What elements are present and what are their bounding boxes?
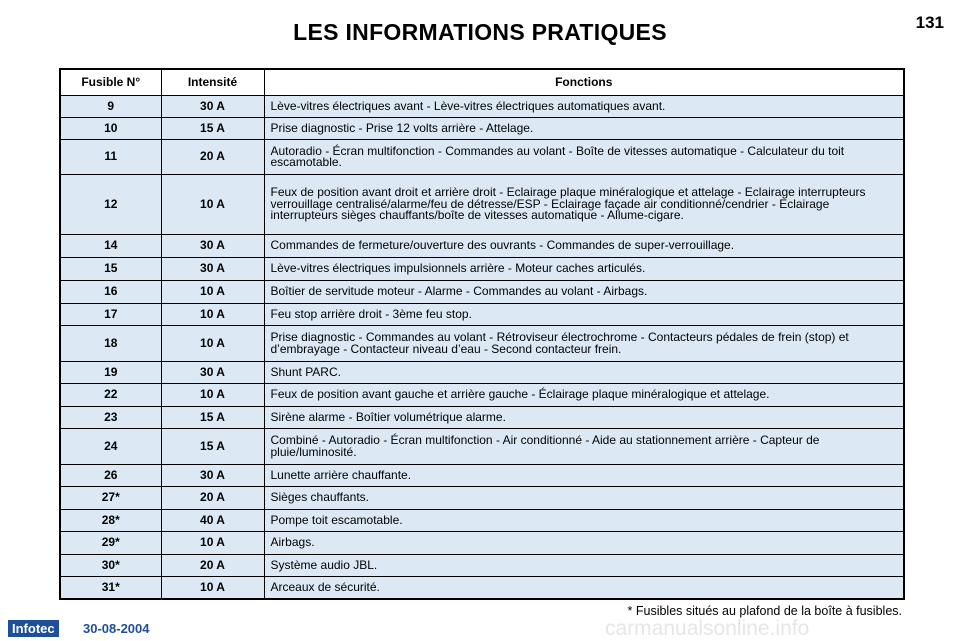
table-row bbox=[60, 555, 904, 577]
table-row bbox=[60, 532, 904, 555]
table-row bbox=[60, 407, 904, 429]
fuse-amperage: 15 A bbox=[161, 118, 264, 140]
fuse-amperage: 10 A bbox=[161, 175, 264, 235]
fuse-number: 11 bbox=[60, 140, 161, 175]
fuse-amperage: 30 A bbox=[161, 96, 264, 118]
table-row bbox=[60, 118, 904, 140]
print-date: 30-08-2004 bbox=[83, 621, 150, 636]
table-row bbox=[60, 140, 904, 175]
fuse-number: 29* bbox=[60, 532, 161, 555]
fuse-amperage: 30 A bbox=[161, 465, 264, 487]
fuse-amperage: 30 A bbox=[161, 258, 264, 281]
fuse-functions: Prise diagnostic - Prise 12 volts arrière - Attelage. bbox=[264, 118, 904, 140]
fuse-amperage: 15 A bbox=[161, 407, 264, 429]
fuse-number: 27* bbox=[60, 487, 161, 510]
fuse-functions: Feux de position avant gauche et arrière gauche - Éclairage plaque minéralogique et attelage. bbox=[264, 384, 904, 407]
page-number: 131 bbox=[915, 13, 944, 32]
table-row bbox=[60, 362, 904, 384]
fuse-number: 30* bbox=[60, 555, 161, 577]
table-row bbox=[60, 384, 904, 407]
fuse-functions: Lunette arrière chauffante. bbox=[264, 465, 904, 487]
table-row bbox=[60, 235, 904, 258]
fuse-number: 31* bbox=[60, 577, 161, 599]
table-row bbox=[60, 96, 904, 118]
table-row bbox=[60, 465, 904, 487]
fuse-number: 24 bbox=[60, 429, 161, 465]
fuse-amperage: 20 A bbox=[161, 487, 264, 510]
fuse-amperage: 30 A bbox=[161, 235, 264, 258]
table-row bbox=[60, 281, 904, 304]
fuse-functions: Système audio JBL. bbox=[264, 555, 904, 577]
fuse-functions: Prise diagnostic - Commandes au volant - Rétroviseur électrochrome - Contacteurs pédales de frein (stop) et d’embrayage - Contacteur niveau d’eau - Second contacteur frein. bbox=[264, 326, 904, 362]
fuse-amperage: 10 A bbox=[161, 577, 264, 599]
fuse-amperage: 10 A bbox=[161, 384, 264, 407]
fuse-number: 9 bbox=[60, 96, 161, 118]
fuse-number: 22 bbox=[60, 384, 161, 407]
fuse-amperage: 40 A bbox=[161, 510, 264, 532]
fuse-functions: Feu stop arrière droit - 3ème feu stop. bbox=[264, 304, 904, 326]
page-title: LES INFORMATIONS PRATIQUES bbox=[293, 19, 667, 45]
table-row bbox=[60, 326, 904, 362]
table-header-row bbox=[60, 69, 904, 96]
fuse-functions: Lève-vitres électriques impulsionnels arrière - Moteur caches articulés. bbox=[264, 258, 904, 281]
fuse-functions: Arceaux de sécurité. bbox=[264, 577, 904, 599]
fuse-number: 26 bbox=[60, 465, 161, 487]
watermark: carmanualsonline.info bbox=[605, 617, 810, 640]
infotec-logo: Infotec bbox=[8, 620, 59, 637]
fuse-number: 19 bbox=[60, 362, 161, 384]
column-header-functions: Fonctions bbox=[264, 69, 904, 96]
fuse-amperage: 10 A bbox=[161, 532, 264, 555]
table-row bbox=[60, 487, 904, 510]
fuse-functions: Feux de position avant droit et arrière droit - Eclairage plaque minéralogique et attelage - Eclairage interrupteurs verrouillage centralisé/alarme/feu de détresse/ESP - Eclairage façade air conditionné/cendrier - Eclairage interrupteurs sièges chauffants/boîte de vitesses automatique - Allume-cigare. bbox=[264, 175, 904, 235]
fuse-number: 10 bbox=[60, 118, 161, 140]
fuse-amperage: 20 A bbox=[161, 555, 264, 577]
fuse-amperage: 15 A bbox=[161, 429, 264, 465]
fuse-number: 16 bbox=[60, 281, 161, 304]
fuse-amperage: 10 A bbox=[161, 304, 264, 326]
fuse-functions: Airbags. bbox=[264, 532, 904, 555]
column-header-amperage: Intensité bbox=[161, 69, 264, 96]
table-row bbox=[60, 304, 904, 326]
fuse-functions: Sirène alarme - Boîtier volumétrique alarme. bbox=[264, 407, 904, 429]
fuse-functions: Boîtier de servitude moteur - Alarme - Commandes au volant - Airbags. bbox=[264, 281, 904, 304]
fuse-number: 17 bbox=[60, 304, 161, 326]
table-row bbox=[60, 175, 904, 235]
fuse-number: 15 bbox=[60, 258, 161, 281]
table-row bbox=[60, 258, 904, 281]
table-row bbox=[60, 577, 904, 599]
table-row bbox=[60, 510, 904, 532]
fuse-functions: Pompe toit escamotable. bbox=[264, 510, 904, 532]
fuse-number: 28* bbox=[60, 510, 161, 532]
fuse-functions: Shunt PARC. bbox=[264, 362, 904, 384]
fuse-table bbox=[59, 68, 905, 600]
fuse-functions: Sièges chauffants. bbox=[264, 487, 904, 510]
table-row bbox=[60, 429, 904, 465]
fuse-functions: Commandes de fermeture/ouverture des ouvrants - Commandes de super-verrouillage. bbox=[264, 235, 904, 258]
fuse-amperage: 10 A bbox=[161, 326, 264, 362]
fuse-number: 18 bbox=[60, 326, 161, 362]
footnote: * Fusibles situés au plafond de la boîte à fusibles. bbox=[627, 604, 902, 618]
fuse-amperage: 30 A bbox=[161, 362, 264, 384]
fuse-number: 14 bbox=[60, 235, 161, 258]
fuse-functions: Combiné - Autoradio - Écran multifonction - Air conditionné - Aide au stationnement arrière - Capteur de pluie/luminosité. bbox=[264, 429, 904, 465]
fuse-amperage: 20 A bbox=[161, 140, 264, 175]
fuse-functions: Autoradio - Écran multifonction - Commandes au volant - Boîte de vitesses automatique - Calculateur du toit escamotable. bbox=[264, 140, 904, 175]
column-header-fuse-number: Fusible N° bbox=[60, 69, 161, 96]
fuse-number: 12 bbox=[60, 175, 161, 235]
fuse-functions: Lève-vitres électriques avant - Lève-vitres électriques automatiques avant. bbox=[264, 96, 904, 118]
fuse-number: 23 bbox=[60, 407, 161, 429]
fuse-amperage: 10 A bbox=[161, 281, 264, 304]
